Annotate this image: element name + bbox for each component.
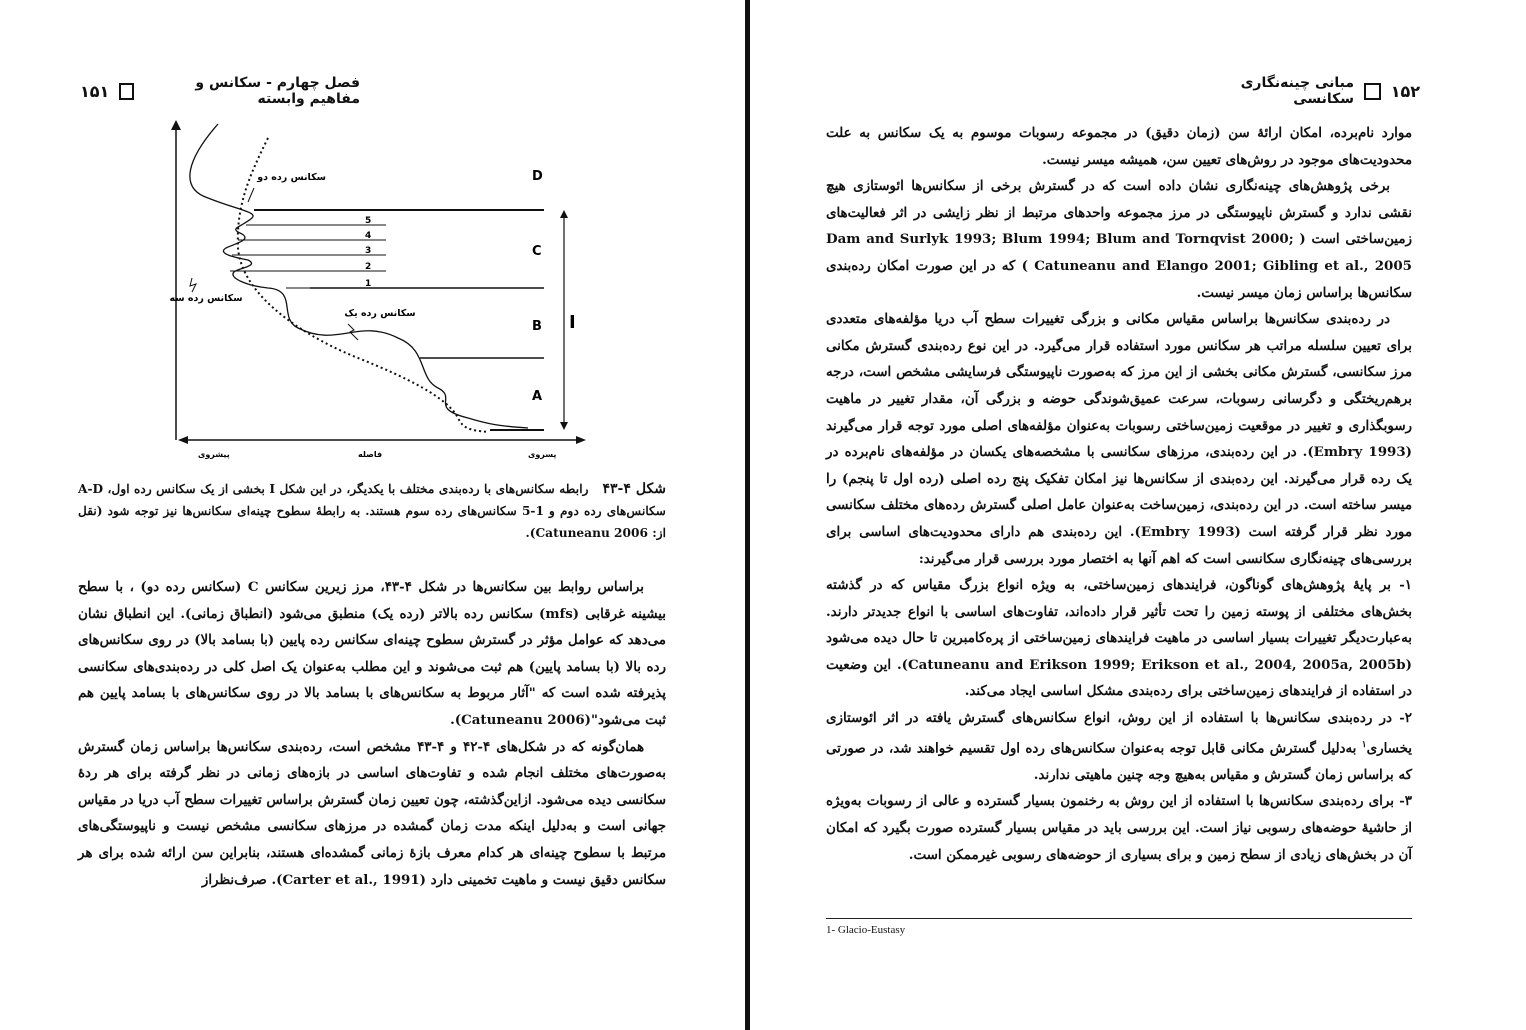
- left-paragraph-1: براساس روابط بین سکانس‌ها در شکل ۴-۴۳، مرز زیرین سکانس C (سکانس رده دو) ، با سطح بیشینه غرقابی (mfs) سکانس رده بالاتر (رده یک) منطبق می‌شود (انطباق زمانی). این انطباق نشان می‌دهد که عوامل مؤثر در گسترش سطوح چینه‌ای سکانس رده پایین (با بسامد بالا) در روی سکانس‌های رده بالا (با بسامد پایین) هم ثبت می‌شوند و این مطلب به‌عنوان یک اصل کلی در رده‌بندی‌های سکانسی پذیرفته شده است که "آثار مربوط به سکانس‌های با بسامد بالا در روی سکانس‌های با بسامد پایین هم ثبت می‌شود"(Catuneanu 2006).: [78, 579, 666, 728]
- third-order-curve: [190, 124, 528, 428]
- label-2: 2: [365, 262, 372, 272]
- footnote: 1- Glacio-Eustasy: [826, 924, 906, 936]
- left-page-number: ۱۵۱: [80, 81, 110, 101]
- left-page-body: [78, 574, 666, 893]
- label-first-order: سکانس رده یک: [344, 308, 416, 319]
- figure-caption: [78, 478, 666, 544]
- right-page-body: [826, 120, 1412, 868]
- label-D: D: [532, 169, 543, 184]
- right-paragraph-4: ۱- بر پایهٔ پژوهش‌های گوناگون، فرایندهای زمین‌ساختی، به ویژه انواع بزرگ مقیاس که در گذشته بخش‌های مختلفی از پوسته زمین را تحت تأثیر قرار داده‌اند، تفاوت‌های اساسی با انواع جدیدتر دارند. به‌عبارت‌دیگر تغییرات بسیار اساسی در ماهیت فرایندهای زمین‌ساختی از پره‌کامبرین تا حال دیده می‌شود (Catuneanu and Erikson 1999; Erikson et al., 2004, 2005a, 2005b). این وضعیت در استفاده از فرایندهای زمین‌ساختی برای رده‌بندی مشکل اساسی ایجاد می‌کند.: [826, 577, 1413, 700]
- right-page-header: [1180, 75, 1420, 107]
- figure-caption-label: شکل ۴-۴۳: [602, 481, 666, 497]
- label-B: B: [532, 319, 542, 334]
- right-paragraph-3: در رده‌بندی سکانس‌ها براساس مقیاس مکانی و بزرگی تغییرات سطح آب دریا مؤلفه‌های متعددی برای تعیین سلسله مراتب هر سکانس مورد استفاده قرار می‌گیرد. در این نوع رده‌بندی گسترش مکانی مرز سکانسی، گسترش مکانی بخشی از این مرز که به‌صورت ناپیوستگی فرسایشی مشخص است، درجه برهم‌ریختگی و دگرسانی رسوبات، سرعت عمیق‌شوندگی حوضه و بزرگی آن، مقدار تغییر در ماهیت رسوبگذاری و تغییر در موقعیت زمین‌ساختی رسوبات به‌عنوان مؤلفه‌های اصلی مورد توجه قرار می‌گیرند (Embry 1993). در این رده‌بندی، مرزهای سکانسی با مشخصه‌های یکسان در مؤلفه‌های نام‌برده در یک رده قرار می‌گیرند. این رده‌بندی از سکانس‌ها نیز امکان تفکیک پنج رده اصلی (رده اول تا پنجم) را میسر ساخته است. در این رده‌بندی، زمین‌ساخت به‌عنوان عامل اصلی گسترش رده‌های مختلف سکانسی مورد نظر قرار گرفته است (Embry 1993). این رده‌بندی هم دارای محدودیت‌های اساسی برای بررسی‌های چینه‌نگاری سکانسی است که اهم آنها به اختصار مورد بررسی قرار می‌گیرند:: [826, 311, 1413, 567]
- sequence-hierarchy-figure: [168, 118, 598, 463]
- header-square-icon: [119, 83, 133, 100]
- figure-caption-text: رابطه سکانس‌های با رده‌بندی مختلف با یکدیگر، در این شکل I بخشی از یک سکانس رده اول، A-D سکانس‌های رده دوم و 1-5 سکانس‌های رده سوم هستند. به رابطهٔ سطوح چینه‌ای سکانس‌ها نیز توجه شود (نقل از: Catuneanu 2006).: [78, 482, 666, 540]
- vertical-axis-arrow-icon: [171, 120, 181, 130]
- left-page: [0, 0, 746, 1030]
- header-square-icon: [1364, 83, 1381, 100]
- horizontal-axis-right-arrow-icon: [576, 436, 586, 444]
- right-page-number: ۱۵۲: [1390, 81, 1420, 101]
- left-paragraph-2: همان‌گونه که در شکل‌های ۴-۴۲ و ۴-۴۳ مشخص است، رده‌بندی سکانس‌ها براساس زمان گسترش به‌صورت‌های مختلف انجام شده و تفاوت‌های اساسی در بازه‌های زمانی در نظر گرفته برای هر ردهٔ سکانسی دیده می‌شود. ازاین‌گذشته، چون تعیین زمان گسترش براساس تغییرات سطح آب دریا در مقیاس جهانی است و به‌دلیل اینکه مدت زمان گمشده در مرزهای سکانسی مشخص نیست و ناپیوستگی‌های مرتبط با سطوح چینه‌ای هر کدام معرف بازهٔ زمانی گمشده‌ای هستند، بنابراین سن ارائه شده برای هر سکانس دقیق نیست و ماهیت تخمینی دارد (Carter et al., 1991). صرف‌نظراز: [78, 738, 666, 888]
- axis-label-transgression: پیشروی: [198, 450, 230, 459]
- right-paragraph-1: موارد نام‌برده، امکان ارائهٔ سن (زمان دقیق) در مجموعه رسوبات موسوم به یک سکانس به علت محدودیت‌های موجود در روش‌های تعیین سن، همیشه میسر نیست.: [826, 125, 1412, 168]
- right-paragraph-2: برخی پژوهش‌های چینه‌نگاری نشان داده است که در گسترش برخی از سکانس‌ها ائوستازی هیچ نقشی ندارد و گسترش ناپیوستگی در مرز مجموعه واحدهای مرتبط از نظر زایشی در اثر فعالیت‌های زمین‌ساختی است ( Dam and Surlyk 1993; Blum 1994; Blum and Tornqvist 2000; Catuneanu and Elango 2001; Gibling et al., 2005 ) که در این صورت امکان رده‌بندی سکانس‌ها براساس زمان میسر نیست.: [826, 178, 1412, 301]
- label-I: I: [569, 312, 576, 333]
- label-A: A: [532, 389, 543, 404]
- right-paragraph-5: ۲- در رده‌بندی سکانس‌ها با استفاده از این روش، انواع سکانس‌های گسترش یافته در اثر ائوستازی یخساری$^۱$ به‌دلیل گسترش مکانی قابل توجه به‌عنوان سکانس‌های رده اول تقسیم خواهند شد، در صورتی که براساس زمان گسترش و مقیاس به‌هیچ وجه چنین ماهیتی ندارند.: [826, 710, 1412, 783]
- label-second-order: سکانس رده دو: [257, 172, 326, 183]
- left-page-running-title: فصل چهارم - سکانس و مفاهیم وابسته: [195, 75, 360, 107]
- label-third-order: سکانس رده سه: [169, 293, 243, 304]
- footnote-rule: [826, 918, 1412, 919]
- axis-label-regression: پسروی: [528, 450, 557, 459]
- label-C: C: [532, 244, 542, 259]
- label-3: 3: [365, 246, 372, 256]
- label-5: 5: [365, 216, 372, 226]
- label-4: 4: [365, 231, 372, 241]
- label-1: 1: [365, 279, 372, 289]
- right-page-running-title: مبانی چینه‌نگاری سکانسی: [1240, 75, 1355, 107]
- axis-label-distance: فاصله: [358, 450, 383, 459]
- horizontal-axis-left-arrow-icon: [178, 436, 188, 444]
- right-paragraph-6: ۳- برای رده‌بندی سکانس‌ها با استفاده از این روش به رخنمون بسیار گسترده و عالی از رسوبات به‌ویژه از حاشیهٔ حوضه‌های رسوبی نیاز است. این بررسی باید در مقیاس بسیار گسترده صورت بگیرد که امکان آن در بخش‌های زیادی از سطح زمین و برای بسیاری از حوضه‌های رسوبی غیرممکن است.: [826, 793, 1412, 863]
- left-page-header: [80, 75, 360, 107]
